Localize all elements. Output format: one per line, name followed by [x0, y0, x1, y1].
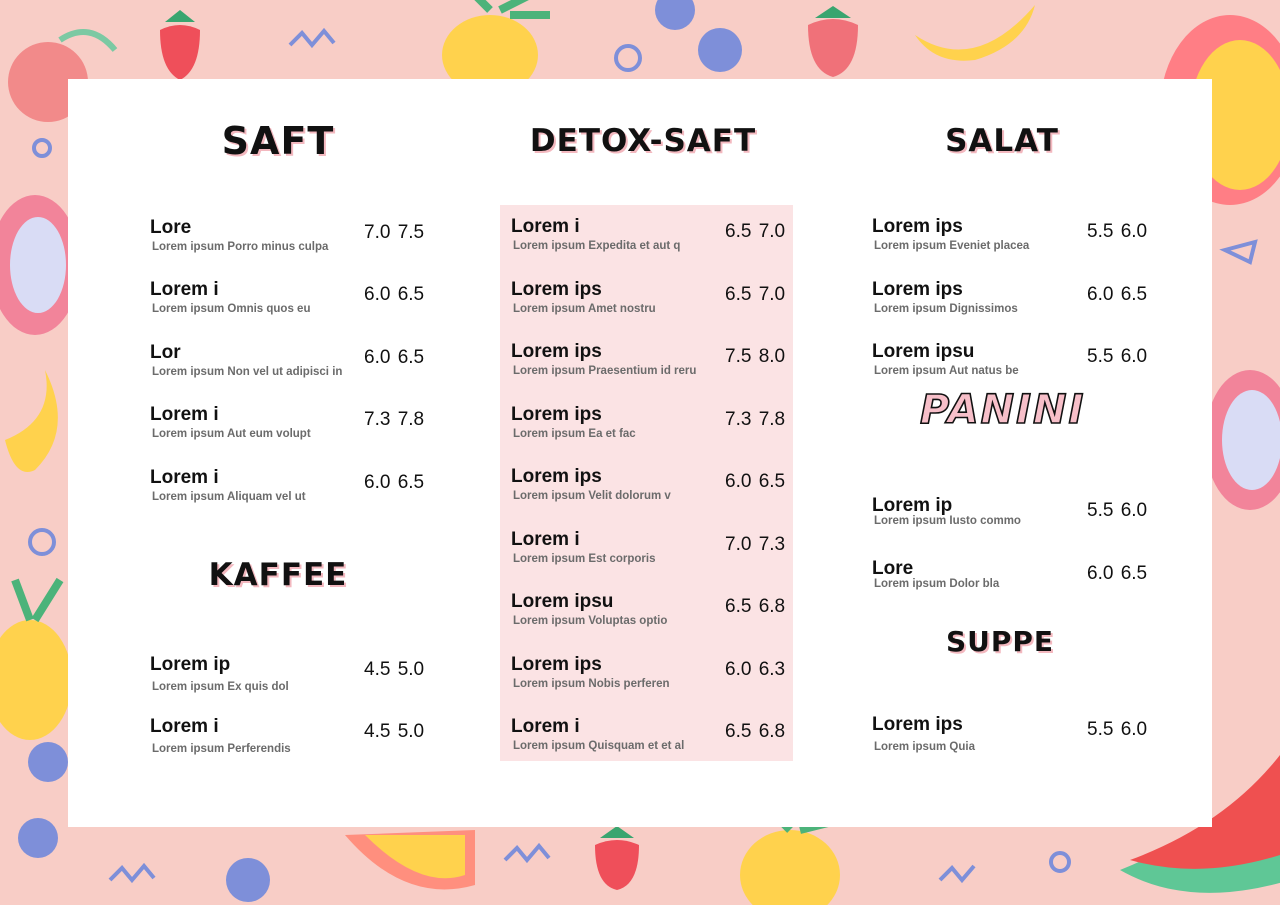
- item-description: Lorem ipsum Quia: [874, 741, 975, 753]
- item-price: 6.0 6.5: [364, 472, 425, 493]
- item-description: Lorem ipsum Nobis perferen: [513, 678, 670, 690]
- item-description: Lorem ipsum Expedita et aut q: [513, 240, 681, 252]
- item-description: Lorem ipsum Velit dolorum v: [513, 490, 671, 502]
- salat-item: [872, 279, 1172, 329]
- item-description: Lorem ipsum Eveniet placea: [874, 240, 1030, 252]
- item-price: 7.5 8.0: [725, 346, 786, 367]
- item-price: 5.5 6.0: [1087, 346, 1148, 367]
- detox-item: [511, 716, 811, 766]
- item-name: Lorem i: [511, 529, 580, 550]
- item-price: 6.0 6.5: [1087, 563, 1148, 584]
- item-description: Lorem ipsum Omnis quos eu: [152, 303, 311, 315]
- kaffee-item: [150, 716, 450, 766]
- panini-item: [872, 558, 1172, 608]
- item-name: Lorem ipsu: [511, 591, 614, 612]
- salat-item: [872, 341, 1172, 391]
- item-price: 7.3 7.8: [364, 409, 425, 430]
- item-price: 6.0 6.5: [364, 284, 425, 305]
- saft-item: [150, 467, 450, 517]
- item-price: 6.0 6.5: [1087, 284, 1148, 305]
- saft-item: [150, 404, 450, 454]
- detox-saft-heading: DETOX-SAFT: [529, 123, 757, 159]
- item-name: Lorem i: [511, 216, 580, 237]
- item-description: Lorem ipsum Ea et fac: [513, 428, 636, 440]
- item-name: Lorem ips: [872, 279, 963, 300]
- saft-heading: SAFT: [221, 119, 335, 163]
- item-name: Lor: [150, 342, 181, 363]
- kaffee-heading: KAFFEE: [208, 557, 348, 593]
- detox-item: [511, 341, 811, 391]
- item-description: Lorem ipsum Praesentium id reru: [513, 365, 697, 377]
- item-description: Lorem ipsum Aut eum volupt: [152, 428, 311, 440]
- item-description: Lorem ipsum Amet nostru: [513, 303, 656, 315]
- item-name: Lore: [150, 217, 192, 238]
- suppe-heading: SUPPE: [945, 625, 1055, 658]
- item-price: 7.3 7.8: [725, 409, 786, 430]
- detox-item: [511, 216, 811, 266]
- item-name: Lorem i: [150, 279, 219, 300]
- salat-item: [872, 216, 1172, 266]
- menu-card: [68, 79, 1212, 827]
- item-description: Lorem ipsum Voluptas optio: [513, 615, 668, 627]
- detox-item: [511, 466, 811, 516]
- item-name: Lorem ips: [511, 341, 602, 362]
- saft-item: [150, 279, 450, 329]
- item-description: Lorem ipsum Aliquam vel ut: [152, 491, 306, 503]
- detox-item: [511, 654, 811, 704]
- item-price: 7.0 7.3: [725, 534, 786, 555]
- item-name: Lorem ips: [511, 279, 602, 300]
- kaffee-item: [150, 654, 450, 704]
- item-name: Lorem ipsu: [872, 341, 975, 362]
- saft-item: [150, 217, 450, 267]
- item-price: 6.5 6.8: [725, 721, 786, 742]
- panini-item: [872, 495, 1172, 545]
- item-price: 6.5 7.0: [725, 221, 786, 242]
- item-name: Lorem ips: [872, 714, 963, 735]
- item-name: Lorem ip: [872, 495, 953, 516]
- item-name: Lorem ips: [511, 404, 602, 425]
- item-description: Lorem ipsum Dignissimos: [874, 303, 1018, 315]
- item-price: 7.0 7.5: [364, 222, 425, 243]
- detox-item: [511, 591, 811, 641]
- detox-item: [511, 279, 811, 329]
- item-description: Lorem ipsum Non vel ut adipisci in: [152, 366, 343, 378]
- item-price: 6.5 7.0: [725, 284, 786, 305]
- item-name: Lorem i: [150, 404, 219, 425]
- item-name: Lorem ip: [150, 654, 231, 675]
- item-name: Lorem ips: [872, 216, 963, 237]
- item-description: Lorem ipsum Quisquam et et al: [513, 740, 685, 752]
- item-description: Lorem ipsum Aut natus be: [874, 365, 1019, 377]
- item-name: Lorem i: [511, 716, 580, 737]
- item-price: 6.5 6.8: [725, 596, 786, 617]
- item-price: 5.5 6.0: [1087, 719, 1148, 740]
- item-price: 5.5 6.0: [1087, 500, 1148, 521]
- item-name: Lorem i: [150, 467, 219, 488]
- item-name: Lore: [872, 558, 914, 579]
- item-description: Lorem ipsum Est corporis: [513, 553, 656, 565]
- item-price: 4.5 5.0: [364, 721, 425, 742]
- item-price: 5.5 6.0: [1087, 221, 1148, 242]
- suppe-item: [872, 714, 1172, 764]
- item-price: 4.5 5.0: [364, 659, 425, 680]
- item-name: Lorem ips: [511, 654, 602, 675]
- panini-heading: PANINI: [920, 387, 1086, 433]
- item-price: 6.0 6.5: [725, 471, 786, 492]
- saft-item: [150, 342, 450, 392]
- item-description: Lorem ipsum Perferendis: [152, 743, 291, 755]
- item-name: Lorem i: [150, 716, 219, 737]
- item-name: Lorem ips: [511, 466, 602, 487]
- detox-item: [511, 404, 811, 454]
- salat-heading: SALAT: [945, 123, 1059, 159]
- item-description: Lorem ipsum Porro minus culpa: [152, 241, 329, 253]
- item-price: 6.0 6.3: [725, 659, 786, 680]
- item-description: Lorem ipsum Dolor bla: [874, 578, 1000, 590]
- item-price: 6.0 6.5: [364, 347, 425, 368]
- item-description: Lorem ipsum Ex quis dol: [152, 681, 289, 693]
- item-description: Lorem ipsum Iusto commo: [874, 515, 1021, 527]
- detox-item: [511, 529, 811, 579]
